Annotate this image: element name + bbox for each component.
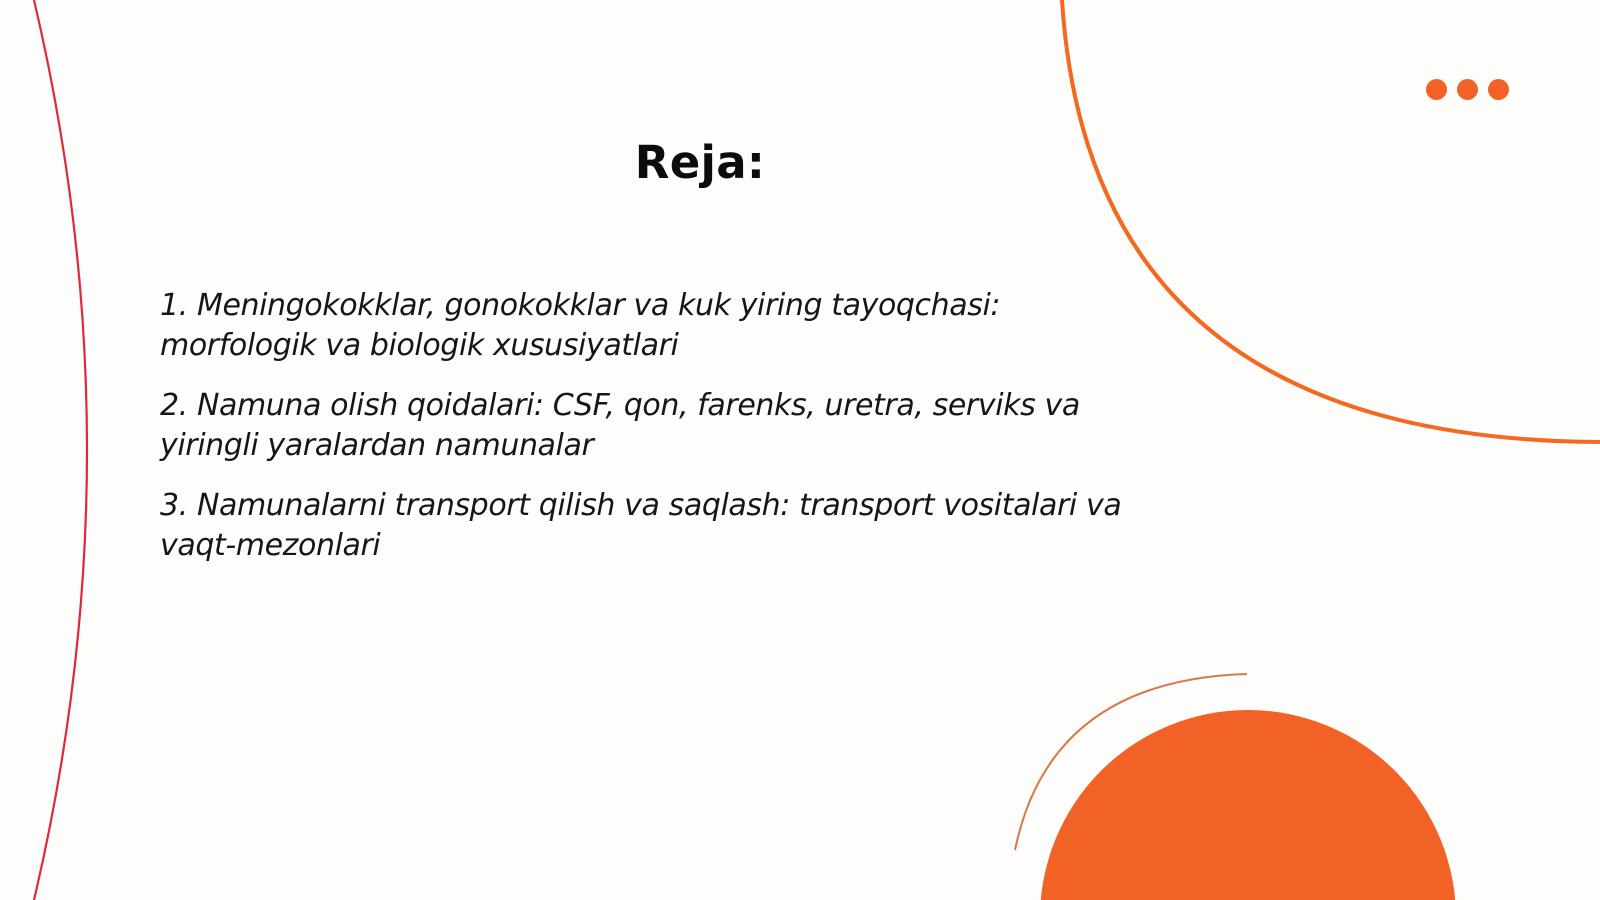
left-curve-line: [34, 0, 87, 900]
slide-title: Reja:: [634, 136, 766, 189]
three-dots-icon: [1426, 79, 1509, 100]
plan-list: [160, 286, 1160, 586]
plan-item: 1. Meningokokklar, gonokokklar va kuk yiring tayoqchasi: morfologik va biologik xususiyatlari: [160, 288, 1001, 363]
bottom-orange-circle: [1040, 710, 1456, 900]
plan-item: 3. Namunalarni transport qilish va saqlash: transport vositalari va vaqt-mezonlari: [160, 488, 1122, 563]
dot-icon: [1488, 79, 1509, 100]
dot-icon: [1426, 79, 1447, 100]
dot-icon: [1457, 79, 1478, 100]
plan-item: 2. Namuna olish qoidalari: CSF, qon, farenks, uretra, serviks va yiringli yaralardan namunalar: [160, 388, 1080, 463]
